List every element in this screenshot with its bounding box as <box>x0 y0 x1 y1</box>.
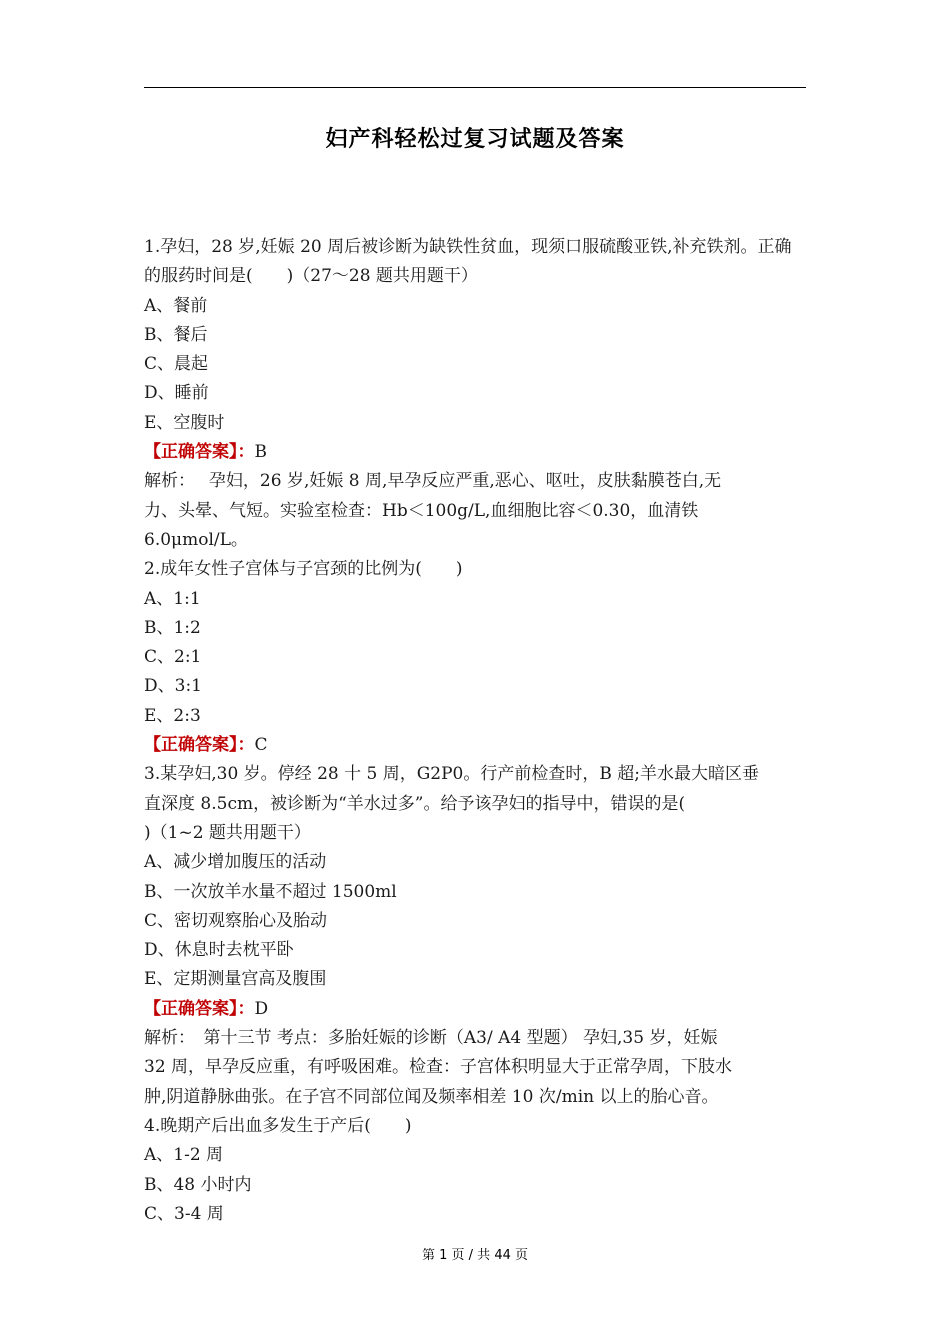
answer-value: C <box>254 735 268 756</box>
answer-label: 【正确答案】： <box>144 998 255 1019</box>
question-1-analysis-line: 6.0μmol/L。 <box>144 529 248 550</box>
question-2-option-d: D、3:1 <box>144 676 202 697</box>
question-3-stem-line: 3.某孕妇,30 岁。停经 28 十 5 周，G2P0。行产前检查时，B 超;羊水最大暗区垂 <box>144 764 759 785</box>
answer-value: D <box>254 998 269 1019</box>
question-3-analysis-line: 32 周，早孕反应重，有呼吸困难。检查：子宫体积明显大于正常孕周，下肢水 <box>144 1057 733 1078</box>
question-3-option-d: D、休息时去枕平卧 <box>144 940 294 961</box>
question-3-option-e: E、定期测量宫高及腹围 <box>144 969 327 990</box>
question-2-answer <box>144 731 808 760</box>
question-1-analysis-line: 解析： 孕妇，26 岁,妊娠 8 周,早孕反应严重,恶心、呕吐，皮肤黏膜苍白,无 <box>144 471 722 492</box>
question-2-option-e: E、2:3 <box>144 705 201 726</box>
question-1-option-e: E、空腹时 <box>144 412 225 433</box>
question-3-stem-line: )（1~2 题共用题干） <box>144 822 311 843</box>
header-rule <box>144 87 806 88</box>
question-3-stem-line: 直深度 8.5cm，被诊断为“羊水过多”。给予该孕妇的指导中，错误的是( <box>144 793 686 814</box>
question-4-option-b: B、48 小时内 <box>144 1174 252 1195</box>
question-1-option-d: D、睡前 <box>144 383 209 404</box>
question-3-option-b: B、一次放羊水量不超过 1500ml <box>144 881 397 902</box>
question-1-option-a: A、餐前 <box>144 295 208 316</box>
question-1-stem: 1.孕妇，28 岁,妊娠 20 周后被诊断为缺铁性贫血，现须口服硫酸亚铁,补充铁剂。正确的服药时间是( )（27～28 题共用题干） <box>144 237 792 287</box>
question-3-analysis-line: 肿,阴道静脉曲张。在子宫不同部位闻及频率相差 10 次/min 以上的胎心音。 <box>144 1086 719 1107</box>
question-1-option-c: C、晨起 <box>144 354 209 375</box>
question-2-stem: 2.成年女性子宫体与子宫颈的比例为( ) <box>144 559 463 580</box>
question-2-option-a: A、1:1 <box>144 588 201 609</box>
page-footer: 第 1 页 / 共 44 页 <box>422 1248 528 1263</box>
question-2-option-b: B、1:2 <box>144 617 201 638</box>
question-1-analysis-line: 力、头晕、气短。实验室检查：Hb＜100g/L,血细胞比容＜0.30，血清铁 <box>144 500 699 521</box>
question-3-analysis-line: 解析： 第十三节 考点：多胎妊娠的诊断（A3/ A4 型题） 孕妇,35 岁，妊娠 <box>144 1028 718 1049</box>
question-1-option-b: B、餐后 <box>144 324 208 345</box>
answer-label: 【正确答案】： <box>144 735 255 756</box>
document-title: 妇产科轻松过复习试题及答案 <box>325 126 625 152</box>
question-3-option-a: A、减少增加腹压的活动 <box>144 852 327 873</box>
question-3-option-c: C、密切观察胎心及胎动 <box>144 910 328 931</box>
question-4-stem: 4.晚期产后出血多发生于产后( ) <box>144 1115 412 1136</box>
question-2-option-c: C、2:1 <box>144 647 202 668</box>
question-list <box>144 233 808 1229</box>
answer-label: 【正确答案】： <box>144 442 255 463</box>
question-4-option-a: A、1-2 周 <box>144 1145 224 1166</box>
question-4-option-c: C、3-4 周 <box>144 1203 224 1224</box>
question-1-answer <box>144 438 808 467</box>
answer-value: B <box>254 442 267 463</box>
question-3-answer <box>144 995 808 1024</box>
